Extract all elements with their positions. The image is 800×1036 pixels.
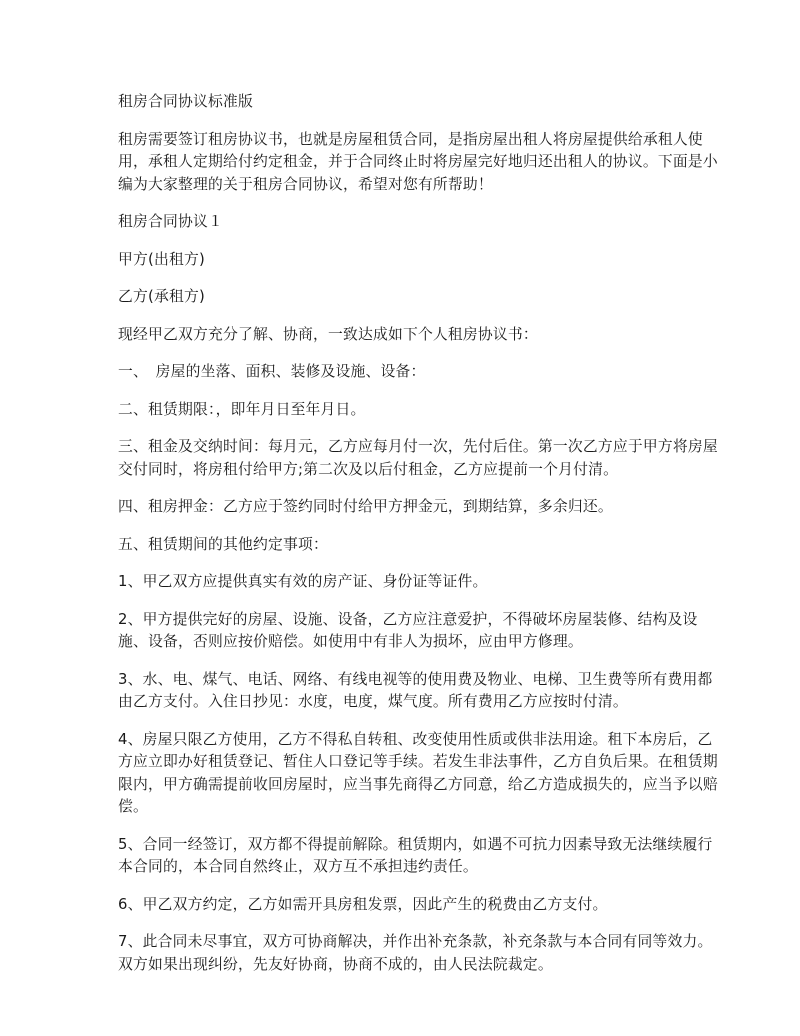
- item-1: 1、甲乙双方应提供真实有效的房产证、身份证等证件。: [118, 573, 488, 590]
- item-2: 2、甲方提供完好的房屋、设施、设备，乙方应注意爱护，不得破坏房屋装修、结构及设施、设备，否则应按价赔偿。如使用中有非人为损坏，应由甲方修理。: [118, 610, 698, 650]
- item-6: 6、甲乙双方约定，乙方如需开具房租发票，因此产生的税费由乙方支付。: [118, 895, 608, 913]
- item-7: 7、此合同未尽事宜，双方可协商解决，并作出补充条款，补充条款与本合同有同等效力。双方如果出现纠纷，先友好协商，协商不成的，由人民法院裁定。: [118, 933, 713, 973]
- document-title: 租房合同协议标准版: [118, 93, 253, 110]
- item-4: 4、房屋只限乙方使用，乙方不得私自转租、改变使用性质或供非法用途。租下本房后，乙方应立即办好租赁登记、暂住人口登记等手续。若发生非法事件，乙方自负后果。在租赁期限内，甲方确需提前收回房屋时，应当事先商得乙方同意，给乙方造成损失的，应当予以赔偿。: [118, 730, 718, 815]
- section-heading: 租房合同协议１: [118, 213, 223, 230]
- clause-3: 三、租金及交纳时间：每月元，乙方应每月付一次，先付后住。第一次乙方应于甲方将房屋交付同时，将房租付给甲方;第二次及以后付租金，乙方应提前一个月付清。: [118, 438, 718, 478]
- clause-4: 四、租房押金：乙方应于签约同时付给甲方押金元，到期结算，多余归还。: [118, 498, 613, 515]
- party-a-line: 甲方(出租方): [118, 250, 205, 268]
- item-5: 5、合同一经签订，双方都不得提前解除。租赁期内，如遇不可抗力因素导致无法继续履行本合同的，本合同自然终止，双方互不承担违约责任。: [118, 835, 713, 875]
- preamble-paragraph: 现经甲乙双方充分了解、协商，一致达成如下个人租房协议书：: [118, 325, 538, 343]
- clause-2: 二、租赁期限：，即年月日至年月日。: [118, 400, 366, 418]
- clause-5: 五、租赁期间的其他约定事项：: [118, 535, 328, 553]
- intro-paragraph: 租房需要签订租房协议书，也就是房屋租赁合同，是指房屋出租人将房屋提供给承租人使用，承租人定期给付约定租金，并于合同终止时将房屋完好地归还出租人的协议。下面是小编为大家整理的关于租房合同协议，希望对您有所帮助！: [118, 130, 718, 193]
- party-b-line: 乙方(承租方): [118, 288, 205, 305]
- item-3: 3、水、电、煤气、电话、网络、有线电视等的使用费及物业、电梯、卫生费等所有费用都由乙方支付。入住日抄见：水度，电度，煤气度。所有费用乙方应按时付清。: [118, 670, 713, 710]
- clause-1: 一、 房屋的坐落、面积、装修及设施、设备：: [118, 363, 426, 380]
